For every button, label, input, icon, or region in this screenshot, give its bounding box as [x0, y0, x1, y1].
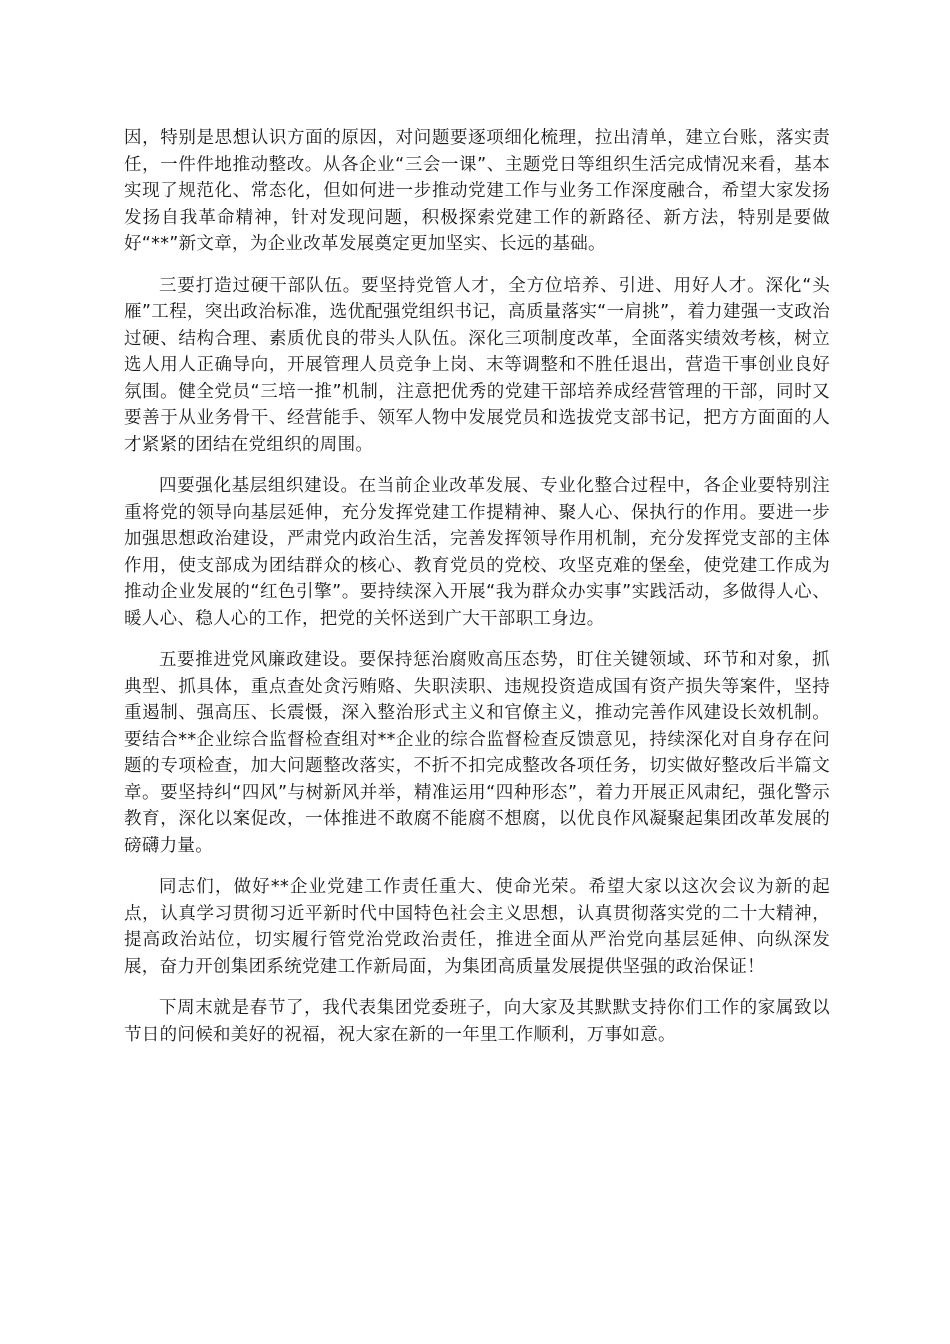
document-body	[124, 125, 830, 1063]
paragraph-grassroots-organization: 四要强化基层组织建设。在当前企业改革发展、专业化整合过程中，各企业要特别注重将党的领导向基层延伸，充分发挥党建工作提精神、聚人心、保执行的作用。要进一步加强思想政治建设，严肃党内政治生活，完善发挥领导作用机制，充分发挥党支部的主体作用，使支部成为团结群众的核心、教育党员的党校、攻坚克难的堡垒，使党建工作成为推动企业发展的“红色引擎”。要持续深入开展“我为群众办实事”实践活动，多做得人心、暖人心、稳人心的工作，把党的关怀送到广大干部职工身边。	[124, 476, 830, 629]
paragraph-closing-call: 同志们，做好**企业党建工作责任重大、使命光荣。希望大家以这次会议为新的起点，认真学习贯彻习近平新时代中国特色社会主义思想，认真贯彻落实党的二十大精神，提高政治站位，切实履行管党治党政治责任，推进全面从严治党向基层延伸、向纵深发展，奋力开创集团系统党建工作新局面，为集团高质量发展提供坚强的政治保证！	[124, 877, 830, 977]
paragraph-continuation: 因，特别是思想认识方面的原因，对问题要逐项细化梳理，拉出清单，建立台账，落实责任，一件件地推动整改。从各企业“三会一课”、主题党日等组织生活完成情况来看，基本实现了规范化、常态化，但如何进一步推动党建工作与业务工作深度融合，希望大家发扬发扬自我革命精神，针对发现问题，积极探索党建工作的新路径、新方法，特别是要做好“**”新文章，为企业改革发展奠定更加坚实、长远的基础。	[124, 128, 830, 254]
paragraph-clean-governance: 五要推进党风廉政建设。要保持惩治腐败高压态势，盯住关键领域、环节和对象，抓典型、抓具体，重点查处贪污贿赂、失职渎职、违规投资造成国有资产损失等案件，坚持重遏制、强高压、长震慑，深入整治形式主义和官僚主义，推动完善作风建设长效机制。要结合**企业综合监督检查组对**企业的综合监督检查反馈意见，持续深化对自身存在问题的专项检查，加大问题整改落实，不折不扣完成整改各项任务，切实做好整改后半篇文章。要坚持纠“四风”与树新风并举，精准运用“四种形态”，着力开展正风肃纪，强化警示教育，深化以案促改，一体推进不敢腐不能腐不想腐，以优良作风凝聚起集团改革发展的磅礴力量。	[124, 650, 830, 856]
paragraph-cadre-team: 三要打造过硬干部队伍。要坚持党管人才，全方位培养、引进、用好人才。深化“头雁”工程，突出政治标准，选优配强党组织书记，高质量落实“一肩挑”，着力建强一支政治过硬、结构合理、素质优良的带头人队伍。深化三项制度改革，全面落实绩效考核，树立选人用人正确导向，开展管理人员竞争上岗、末等调整和不胜任退出，营造干事创业良好氛围。健全党员“三培一推”机制，注意把优秀的党建干部培养成经营管理的干部，同时又要善于从业务骨干、经营能手、领军人物中发展党员和选拔党支部书记，把方方面面的人才紧紧的团结在党组织的周围。	[124, 275, 830, 455]
paragraph-holiday-greeting: 下周末就是春节了，我代表集团党委班子，向大家及其默默支持你们工作的家属致以节日的问候和美好的祝福，祝大家在新的一年里工作顺利，万事如意。	[124, 998, 830, 1045]
